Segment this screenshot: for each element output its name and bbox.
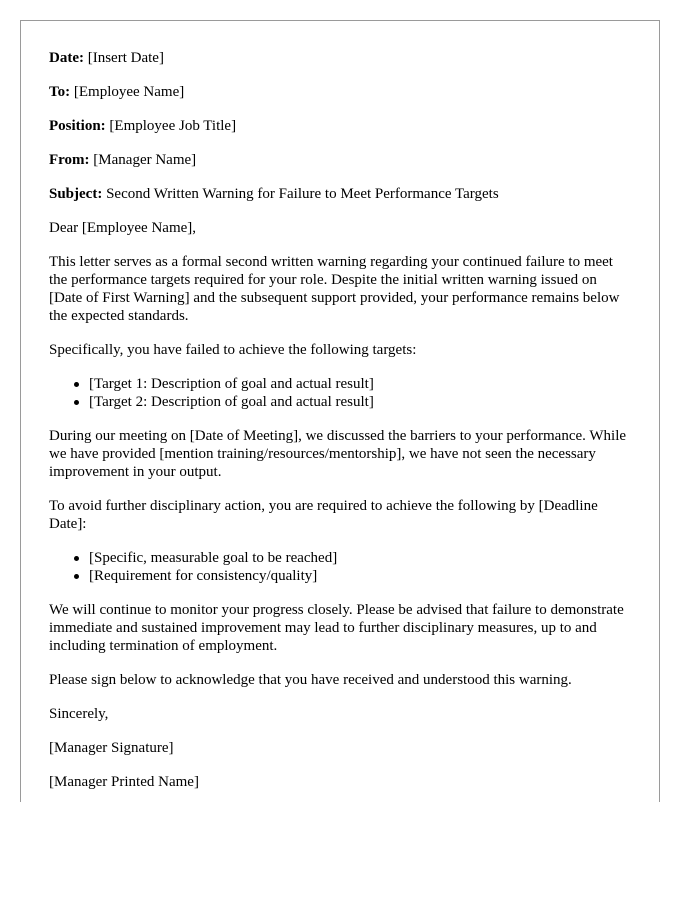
- date-value: [Insert Date]: [87, 50, 164, 66]
- list-item: [89, 549, 631, 567]
- printed-name-placeholder: [Manager Printed Name]: [49, 774, 199, 790]
- bullet-icon: [74, 382, 79, 387]
- sign-off: Sincerely,: [49, 706, 109, 722]
- intro-paragraph: This letter serves as a formal second written warning regarding your continued failure to meet the performance targets required for your role. Despite the initial written warning issued on [Date of First Warning] and the subsequent support provided, your performance remains below the expected standards.: [49, 254, 620, 324]
- list-item: [89, 393, 631, 411]
- salutation: Dear [Employee Name],: [49, 220, 197, 236]
- signature-placeholder: [Manager Signature]: [49, 740, 174, 756]
- monitor-paragraph: We will continue to monitor your progress closely. Please be advised that failure to demonstrate immediate and sustained improvement may lead to further disciplinary measures, up to and including termination of employment.: [49, 602, 624, 654]
- from-label: From:: [49, 152, 90, 168]
- to-value: [Employee Name]: [73, 84, 185, 100]
- bullet-icon: [74, 574, 79, 579]
- date-label: Date:: [49, 50, 84, 66]
- from-line: [49, 151, 631, 169]
- to-line: [49, 83, 631, 101]
- subject-value: Second Written Warning for Failure to Meet Performance Targets: [106, 186, 499, 202]
- position-line: [49, 117, 631, 135]
- warning-letter: [20, 20, 660, 802]
- target-text: [Target 2: Description of goal and actual result]: [89, 394, 374, 410]
- from-value: [Manager Name]: [93, 152, 197, 168]
- meeting-paragraph: During our meeting on [Date of Meeting], we discussed the barriers to your performance. While we have provided [mention training/resources/mentorship], we have not seen the necessary improvement in your output.: [49, 428, 627, 480]
- targets-list: [49, 375, 631, 411]
- subject-label: Subject:: [49, 186, 103, 202]
- bullet-icon: [74, 556, 79, 561]
- list-item: [89, 567, 631, 585]
- target-text: [Target 1: Description of goal and actual result]: [89, 376, 374, 392]
- position-value: [Employee Job Title]: [109, 118, 237, 134]
- requirement-text: [Specific, measurable goal to be reached]: [89, 550, 338, 566]
- acknowledge-paragraph: Please sign below to acknowledge that you have received and understood this warning.: [49, 672, 572, 688]
- list-item: [89, 375, 631, 393]
- requirements-intro: To avoid further disciplinary action, you are required to achieve the following by [Deadline Date]:: [49, 498, 598, 532]
- date-line: [49, 49, 631, 67]
- targets-intro: Specifically, you have failed to achieve the following targets:: [49, 342, 417, 358]
- to-label: To:: [49, 84, 71, 100]
- requirements-list: [49, 549, 631, 585]
- subject-line: [49, 185, 631, 203]
- requirement-text: [Requirement for consistency/quality]: [89, 568, 318, 584]
- bullet-icon: [74, 400, 79, 405]
- position-label: Position:: [49, 118, 106, 134]
